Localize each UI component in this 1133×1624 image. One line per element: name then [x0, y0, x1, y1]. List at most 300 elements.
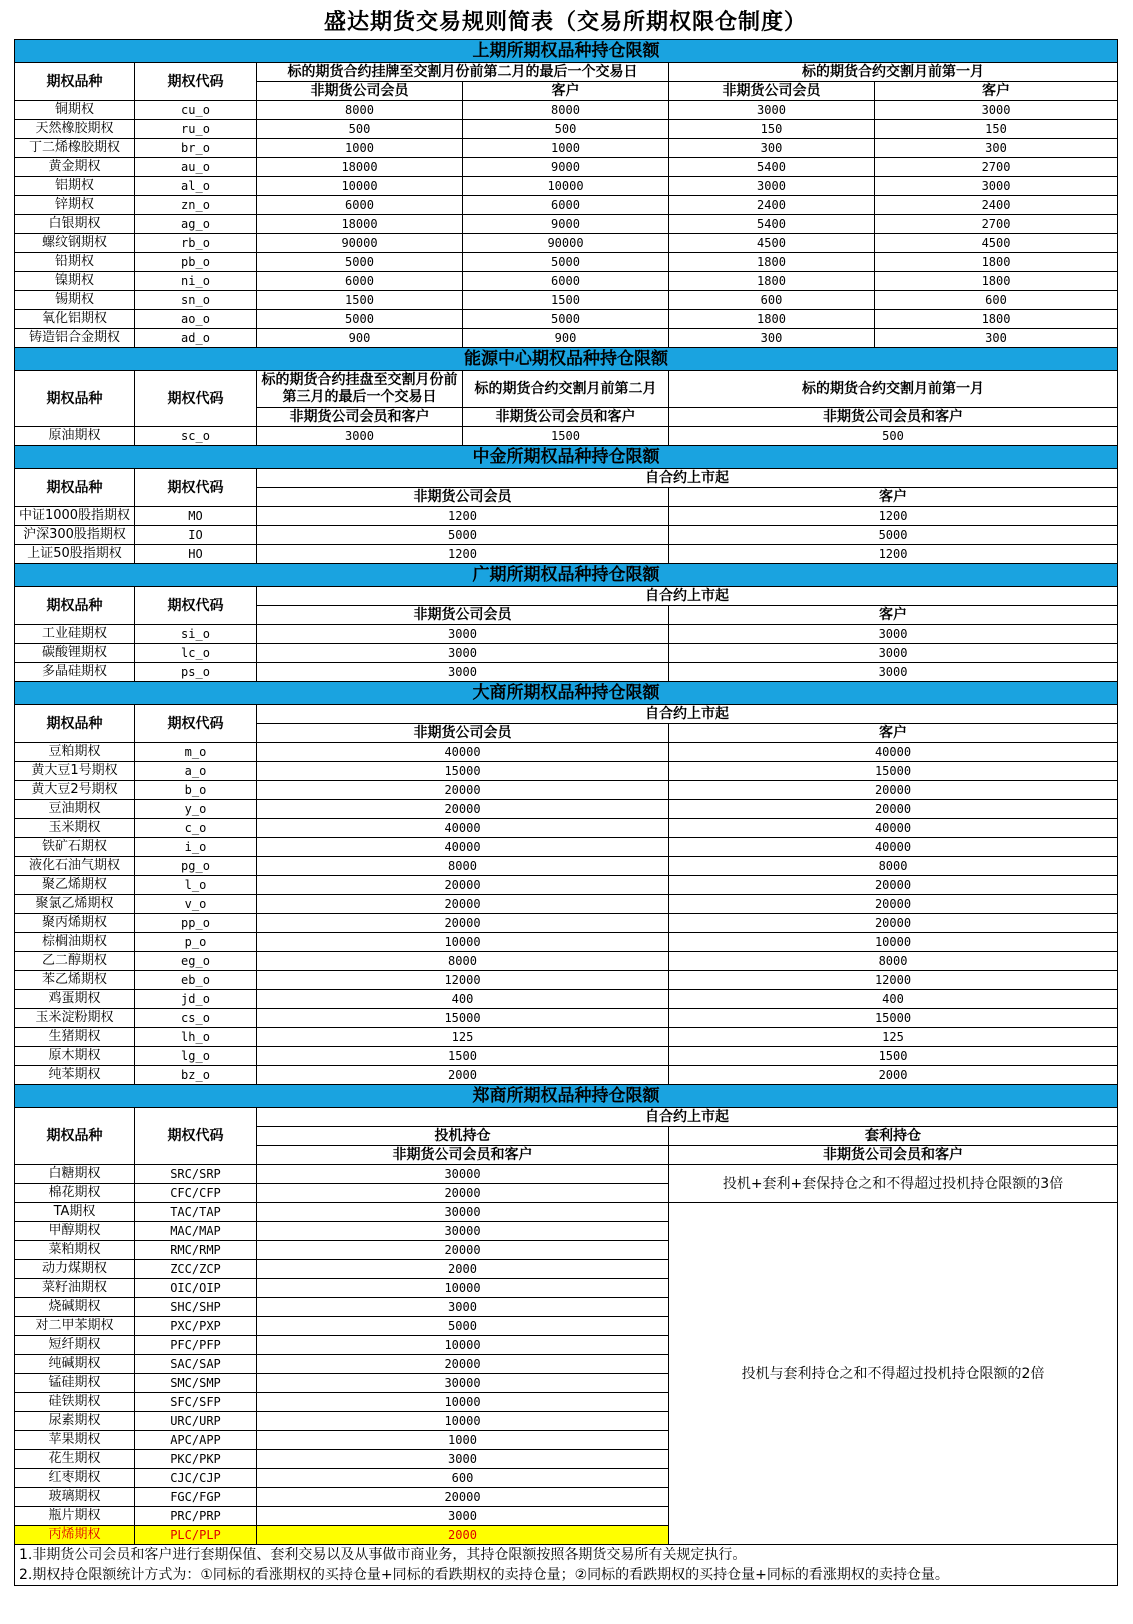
limit-cell: 12000 [257, 971, 669, 990]
code-cell: pp_o [135, 914, 257, 933]
variety-cell: 菜粕期权 [15, 1241, 135, 1260]
variety-cell: 螺纹钢期权 [15, 234, 135, 253]
col-non-member: 非期货公司会员 [257, 82, 463, 101]
limit-cell: 2400 [875, 196, 1118, 215]
dce-section-header: 大商所期权品种持仓限额 [15, 682, 1118, 705]
limit-cell: 1200 [669, 545, 1118, 564]
shfe-period1: 标的期货合约挂牌至交割月份前第二月的最后一个交易日 [257, 63, 669, 82]
code-cell: SHC/SHP [135, 1298, 257, 1317]
col-code: 期权代码 [135, 469, 257, 507]
variety-cell: 动力煤期权 [15, 1260, 135, 1279]
variety-cell: 原油期权 [15, 427, 135, 446]
footnote: 1.非期货公司会员和客户进行套期保值、套利交易以及从事做市商业务，其持仓限额按照各期货交易所有关规定执行。 [15, 1545, 1118, 1566]
col-code: 期权代码 [135, 1108, 257, 1165]
table-row [15, 933, 1118, 952]
variety-cell: 丁二烯橡胶期权 [15, 139, 135, 158]
limit-cell: 30000 [257, 1374, 669, 1393]
table-row [15, 1165, 1118, 1184]
limit-cell: 6000 [463, 196, 669, 215]
code-cell: pg_o [135, 857, 257, 876]
limit-cell: 500 [257, 120, 463, 139]
variety-cell: 黄大豆2号期权 [15, 781, 135, 800]
limit-cell: 10000 [257, 1336, 669, 1355]
variety-cell: 铜期权 [15, 101, 135, 120]
col-client: 客户 [669, 724, 1118, 743]
variety-cell: 丙烯期权 [15, 1526, 135, 1545]
code-cell: CFC/CFP [135, 1184, 257, 1203]
table-row [15, 1066, 1118, 1085]
col-non-member: 非期货公司会员 [257, 724, 669, 743]
variety-cell: 棉花期权 [15, 1184, 135, 1203]
table-row [15, 272, 1118, 291]
limit-cell: 15000 [257, 1009, 669, 1028]
ine-period1: 标的期货合约挂盘至交割月份前第三月的最后一个交易日 [257, 371, 463, 408]
limit-cell: 10000 [669, 933, 1118, 952]
code-cell: br_o [135, 139, 257, 158]
limit-cell: 2000 [257, 1526, 669, 1545]
limit-cell: 1200 [257, 545, 669, 564]
limit-cell: 1500 [257, 1047, 669, 1066]
code-cell: b_o [135, 781, 257, 800]
variety-cell: 生猪期权 [15, 1028, 135, 1047]
limit-cell: 90000 [463, 234, 669, 253]
limit-cell: 20000 [669, 914, 1118, 933]
table-row [15, 507, 1118, 526]
code-cell: URC/URP [135, 1412, 257, 1431]
limit-cell: 20000 [257, 895, 669, 914]
limit-cell: 20000 [257, 1241, 669, 1260]
table-row [15, 469, 1118, 488]
table-row [15, 1009, 1118, 1028]
code-cell: sn_o [135, 291, 257, 310]
limit-cell: 600 [669, 291, 875, 310]
variety-cell: 碳酸锂期权 [15, 644, 135, 663]
limit-cell: 2000 [669, 1066, 1118, 1085]
limit-cell: 20000 [257, 914, 669, 933]
limit-cell: 8000 [257, 101, 463, 120]
limit-cell: 1800 [669, 310, 875, 329]
limit-cell: 1000 [257, 1431, 669, 1450]
table-row [15, 329, 1118, 348]
limit-cell: 8000 [257, 952, 669, 971]
variety-cell: 上证50股指期权 [15, 545, 135, 564]
variety-cell: 铸造铝合金期权 [15, 329, 135, 348]
code-cell: a_o [135, 762, 257, 781]
limit-cell: 20000 [257, 800, 669, 819]
table-row [15, 587, 1118, 606]
variety-cell: 乙二醇期权 [15, 952, 135, 971]
limit-cell: 2400 [669, 196, 875, 215]
limit-cell: 15000 [257, 762, 669, 781]
variety-cell: 苹果期权 [15, 1431, 135, 1450]
variety-cell: TA期权 [15, 1203, 135, 1222]
table-row [15, 990, 1118, 1009]
limit-cell: 1800 [669, 253, 875, 272]
limit-cell: 15000 [669, 762, 1118, 781]
limit-cell: 300 [669, 139, 875, 158]
code-cell: ru_o [135, 120, 257, 139]
cffex-section-header-row [15, 446, 1118, 469]
code-cell: cs_o [135, 1009, 257, 1028]
col-since-listing: 自合约上市起 [257, 705, 1118, 724]
variety-cell: 聚氯乙烯期权 [15, 895, 135, 914]
col-non-member: 非期货公司会员 [669, 82, 875, 101]
table-row [15, 625, 1118, 644]
code-cell: rb_o [135, 234, 257, 253]
table-row [15, 253, 1118, 272]
limit-cell: 20000 [257, 876, 669, 895]
limit-cell: 18000 [257, 158, 463, 177]
limit-cell: 9000 [463, 158, 669, 177]
limit-cell: 5000 [463, 253, 669, 272]
code-cell: zn_o [135, 196, 257, 215]
code-cell: ps_o [135, 663, 257, 682]
variety-cell: 尿素期权 [15, 1412, 135, 1431]
code-cell: MO [135, 507, 257, 526]
limit-cell: 40000 [257, 838, 669, 857]
col-since-listing: 自合约上市起 [257, 469, 1118, 488]
col-arbitrage: 套利持仓 [669, 1127, 1118, 1146]
variety-cell: 纯碱期权 [15, 1355, 135, 1374]
code-cell: l_o [135, 876, 257, 895]
variety-cell: 对二甲苯期权 [15, 1317, 135, 1336]
table-row [15, 310, 1118, 329]
code-cell: RMC/RMP [135, 1241, 257, 1260]
table-row [15, 1028, 1118, 1047]
variety-cell: 氧化铝期权 [15, 310, 135, 329]
limit-cell: 3000 [257, 1450, 669, 1469]
limit-cell: 6000 [257, 196, 463, 215]
table-row [15, 177, 1118, 196]
limit-cell: 40000 [257, 819, 669, 838]
code-cell: y_o [135, 800, 257, 819]
limit-cell: 1500 [463, 427, 669, 446]
limit-cell: 3000 [669, 625, 1118, 644]
shfe-section-header: 上期所期权品种持仓限额 [15, 40, 1118, 63]
code-cell: SAC/SAP [135, 1355, 257, 1374]
table-row [15, 819, 1118, 838]
limit-cell: 1500 [463, 291, 669, 310]
code-cell: ni_o [135, 272, 257, 291]
table-row [15, 120, 1118, 139]
limit-cell: 40000 [669, 819, 1118, 838]
variety-cell: 黄金期权 [15, 158, 135, 177]
limit-cell: 20000 [257, 1488, 669, 1507]
limit-cell: 5000 [257, 310, 463, 329]
variety-cell: 花生期权 [15, 1450, 135, 1469]
code-cell: eb_o [135, 971, 257, 990]
limit-cell: 5000 [257, 526, 669, 545]
limit-cell: 2000 [257, 1260, 669, 1279]
variety-cell: 多晶硅期权 [15, 663, 135, 682]
limit-cell: 8000 [669, 952, 1118, 971]
code-cell: ZCC/ZCP [135, 1260, 257, 1279]
table-row [15, 876, 1118, 895]
limit-cell: 3000 [257, 644, 669, 663]
col-since-listing: 自合约上市起 [257, 1108, 1118, 1127]
table-row [15, 838, 1118, 857]
table-row [15, 663, 1118, 682]
table-row [15, 545, 1118, 564]
table-row [15, 158, 1118, 177]
col-code: 期权代码 [135, 705, 257, 743]
limit-cell: 1800 [875, 272, 1118, 291]
col-variety: 期权品种 [15, 705, 135, 743]
col-non-member-client: 非期货公司会员和客户 [669, 1146, 1118, 1165]
limit-cell: 5400 [669, 215, 875, 234]
limit-cell: 5400 [669, 158, 875, 177]
table-row [15, 895, 1118, 914]
ine-section-header: 能源中心期权品种持仓限额 [15, 348, 1118, 371]
page [14, 6, 1117, 1586]
limit-cell: 3000 [669, 644, 1118, 663]
code-cell: bz_o [135, 1066, 257, 1085]
variety-cell: 锰硅期权 [15, 1374, 135, 1393]
code-cell: cu_o [135, 101, 257, 120]
ine-section-header-row [15, 348, 1118, 371]
limit-cell: 600 [875, 291, 1118, 310]
code-cell: MAC/MAP [135, 1222, 257, 1241]
limit-cell: 10000 [257, 177, 463, 196]
code-cell: PKC/PKP [135, 1450, 257, 1469]
limit-cell: 40000 [257, 743, 669, 762]
czce-rule-note-2x: 投机与套利持仓之和不得超过投机持仓限额的2倍 [669, 1203, 1118, 1545]
code-cell: OIC/OIP [135, 1279, 257, 1298]
variety-cell: 液化石油气期权 [15, 857, 135, 876]
variety-cell: 甲醇期权 [15, 1222, 135, 1241]
variety-cell: 玉米期权 [15, 819, 135, 838]
col-speculative: 投机持仓 [257, 1127, 669, 1146]
limit-cell: 3000 [669, 101, 875, 120]
limit-cell: 9000 [463, 215, 669, 234]
limit-cell: 600 [257, 1469, 669, 1488]
col-non-member-client: 非期货公司会员和客户 [669, 408, 1118, 427]
code-cell: pb_o [135, 253, 257, 272]
variety-cell: 红枣期权 [15, 1469, 135, 1488]
code-cell: v_o [135, 895, 257, 914]
table-row [15, 857, 1118, 876]
shfe-section-header-row [15, 40, 1118, 63]
limit-cell: 150 [875, 120, 1118, 139]
variety-cell: 鸡蛋期权 [15, 990, 135, 1009]
limit-cell: 3000 [257, 1298, 669, 1317]
footnote: 2.期权持仓限额统计方式为：①同标的看涨期权的买持仓量+同标的看跌期权的卖持仓量；②同标的看跌期权的买持仓量+同标的看涨期权的卖持仓量。 [15, 1565, 1118, 1586]
limit-cell: 20000 [669, 876, 1118, 895]
limit-cell: 1500 [257, 291, 463, 310]
code-cell: FGC/FGP [135, 1488, 257, 1507]
variety-cell: 棕榈油期权 [15, 933, 135, 952]
limit-cell: 5000 [669, 526, 1118, 545]
table-row [15, 743, 1118, 762]
limit-cell: 500 [463, 120, 669, 139]
limit-cell: 20000 [257, 1355, 669, 1374]
variety-cell: 沪深300股指期权 [15, 526, 135, 545]
limit-cell: 20000 [669, 895, 1118, 914]
col-non-member: 非期货公司会员 [257, 488, 669, 507]
col-non-member: 非期货公司会员 [257, 606, 669, 625]
limit-cell: 20000 [257, 1184, 669, 1203]
limit-cell: 2700 [875, 215, 1118, 234]
table-row [15, 1203, 1118, 1222]
limit-cell: 1000 [257, 139, 463, 158]
code-cell: ad_o [135, 329, 257, 348]
col-client: 客户 [463, 82, 669, 101]
variety-cell: 苯乙烯期权 [15, 971, 135, 990]
limit-cell: 1500 [669, 1047, 1118, 1066]
code-cell: SRC/SRP [135, 1165, 257, 1184]
table-row [15, 781, 1118, 800]
table-row [15, 371, 1118, 408]
limit-cell: 2000 [257, 1066, 669, 1085]
shfe-period2: 标的期货合约交割月前第一月 [669, 63, 1118, 82]
ine-period3: 标的期货合约交割月前第一月 [669, 371, 1118, 408]
variety-cell: 锡期权 [15, 291, 135, 310]
variety-cell: 硅铁期权 [15, 1393, 135, 1412]
limit-cell: 125 [669, 1028, 1118, 1047]
code-cell: TAC/TAP [135, 1203, 257, 1222]
limit-cell: 150 [669, 120, 875, 139]
col-since-listing: 自合约上市起 [257, 587, 1118, 606]
col-code: 期权代码 [135, 587, 257, 625]
page-title: 盛达期货交易规则简表（交易所期权限仓制度） [323, 9, 807, 35]
limit-cell: 40000 [669, 743, 1118, 762]
limit-cell: 3000 [669, 663, 1118, 682]
code-cell: PFC/PFP [135, 1336, 257, 1355]
variety-cell: 菜籽油期权 [15, 1279, 135, 1298]
limit-cell: 20000 [669, 781, 1118, 800]
variety-cell: 豆粕期权 [15, 743, 135, 762]
table-row [15, 705, 1118, 724]
limit-cell: 10000 [257, 1412, 669, 1431]
table-row [15, 101, 1118, 120]
limit-cell: 15000 [669, 1009, 1118, 1028]
variety-cell: 玻璃期权 [15, 1488, 135, 1507]
limit-cell: 12000 [669, 971, 1118, 990]
col-variety: 期权品种 [15, 587, 135, 625]
variety-cell: 黄大豆1号期权 [15, 762, 135, 781]
code-cell: sc_o [135, 427, 257, 446]
col-code: 期权代码 [135, 371, 257, 427]
table-row [15, 971, 1118, 990]
limits-table [14, 39, 1118, 1586]
col-client: 客户 [875, 82, 1118, 101]
limit-cell: 10000 [257, 1393, 669, 1412]
variety-cell: 铝期权 [15, 177, 135, 196]
code-cell: al_o [135, 177, 257, 196]
limit-cell: 5000 [257, 253, 463, 272]
code-cell: si_o [135, 625, 257, 644]
variety-cell: 锌期权 [15, 196, 135, 215]
limit-cell: 5000 [257, 1317, 669, 1336]
code-cell: lc_o [135, 644, 257, 663]
limit-cell: 1800 [875, 253, 1118, 272]
col-non-member-client: 非期货公司会员和客户 [257, 408, 463, 427]
limit-cell: 1000 [463, 139, 669, 158]
czce-section-header-row [15, 1085, 1118, 1108]
limit-cell: 4500 [669, 234, 875, 253]
limit-cell: 1800 [669, 272, 875, 291]
limit-cell: 900 [257, 329, 463, 348]
table-row [15, 427, 1118, 446]
limit-cell: 18000 [257, 215, 463, 234]
variety-cell: 白糖期权 [15, 1165, 135, 1184]
limit-cell: 900 [463, 329, 669, 348]
col-variety: 期权品种 [15, 469, 135, 507]
limit-cell: 8000 [257, 857, 669, 876]
table-row [15, 762, 1118, 781]
code-cell: ao_o [135, 310, 257, 329]
footnote-row [15, 1565, 1118, 1586]
limit-cell: 2700 [875, 158, 1118, 177]
limit-cell: 6000 [463, 272, 669, 291]
table-row [15, 644, 1118, 663]
col-variety: 期权品种 [15, 1108, 135, 1165]
limit-cell: 3000 [257, 663, 669, 682]
limit-cell: 400 [669, 990, 1118, 1009]
table-row [15, 196, 1118, 215]
variety-cell: 铅期权 [15, 253, 135, 272]
code-cell: HO [135, 545, 257, 564]
variety-cell: 工业硅期权 [15, 625, 135, 644]
table-row [15, 139, 1118, 158]
code-cell: SFC/SFP [135, 1393, 257, 1412]
table-row [15, 215, 1118, 234]
dce-section-header-row [15, 682, 1118, 705]
limit-cell: 3000 [257, 1507, 669, 1526]
variety-cell: 纯苯期权 [15, 1066, 135, 1085]
table-row [15, 1108, 1118, 1127]
limit-cell: 8000 [463, 101, 669, 120]
code-cell: lh_o [135, 1028, 257, 1047]
code-cell: APC/APP [135, 1431, 257, 1450]
limit-cell: 90000 [257, 234, 463, 253]
limit-cell: 20000 [669, 800, 1118, 819]
code-cell: au_o [135, 158, 257, 177]
limit-cell: 10000 [463, 177, 669, 196]
variety-cell: 天然橡胶期权 [15, 120, 135, 139]
col-client: 客户 [669, 488, 1118, 507]
code-cell: i_o [135, 838, 257, 857]
limit-cell: 400 [257, 990, 669, 1009]
czce-rule-note-3x: 投机+套利+套保持仓之和不得超过投机持仓限额的3倍 [669, 1165, 1118, 1203]
col-non-member-client: 非期货公司会员和客户 [463, 408, 669, 427]
limit-cell: 30000 [257, 1165, 669, 1184]
limit-cell: 8000 [669, 857, 1118, 876]
code-cell: PRC/PRP [135, 1507, 257, 1526]
code-cell: eg_o [135, 952, 257, 971]
variety-cell: 镍期权 [15, 272, 135, 291]
limit-cell: 3000 [669, 177, 875, 196]
cffex-section-header: 中金所期权品种持仓限额 [15, 446, 1118, 469]
limit-cell: 1200 [669, 507, 1118, 526]
limit-cell: 30000 [257, 1203, 669, 1222]
table-row [15, 63, 1118, 82]
limit-cell: 40000 [669, 838, 1118, 857]
code-cell: p_o [135, 933, 257, 952]
table-row [15, 914, 1118, 933]
ine-period2: 标的期货合约交割月前第二月 [463, 371, 669, 408]
limit-cell: 3000 [257, 625, 669, 644]
code-cell: IO [135, 526, 257, 545]
limit-cell: 300 [875, 139, 1118, 158]
table-row [15, 526, 1118, 545]
gfex-section-header: 广期所期权品种持仓限额 [15, 564, 1118, 587]
limit-cell: 10000 [257, 1279, 669, 1298]
limit-cell: 125 [257, 1028, 669, 1047]
variety-cell: 玉米淀粉期权 [15, 1009, 135, 1028]
limit-cell: 20000 [257, 781, 669, 800]
limit-cell: 5000 [463, 310, 669, 329]
